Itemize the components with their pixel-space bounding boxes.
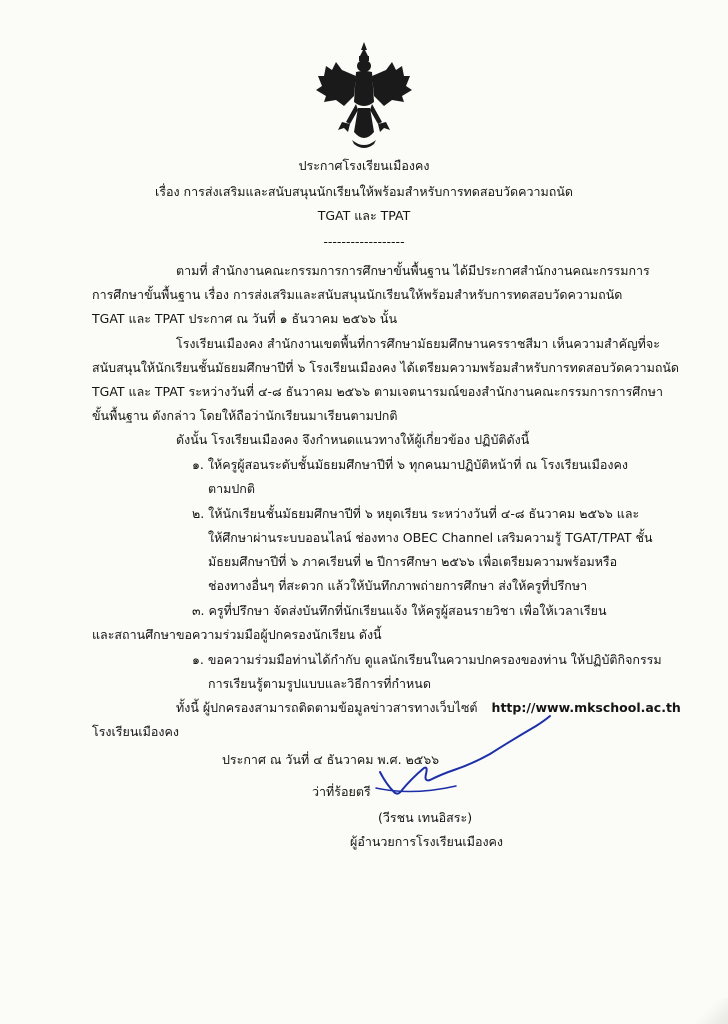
document-title: ประกาศโรงเรียนเมืองคง (298, 158, 430, 173)
paragraph-3: ดังนั้น โรงเรียนเมืองคง จึงกำหนดแนวทางให้ผู้เกี่ยวข้อง ปฏิบัติดังนี้ (176, 432, 530, 447)
paragraph-5-line-2: โรงเรียนเมืองคง (92, 724, 179, 739)
paragraph-5-text: ทั้งนี้ ผู้ปกครองสามารถติดตามข้อมูลข่าวสารทางเว็บไซต์ (176, 700, 478, 715)
paragraph-2-line-2: สนับสนุนให้นักเรียนชั้นมัธยมศึกษาปีที่ ๖ โรงเรียนเมืองคง ได้เตรียมความพร้อมสำหรับการทดสอบวัดความถนัด (92, 360, 680, 375)
paragraph-1-line-3: TGAT และ TPAT ประกาศ ณ วันที่ ๑ ธันวาคม ๒๕๖๖ นั้น (92, 311, 398, 326)
paragraph-4: และสถานศึกษาขอความร่วมมือผู้ปกครองนักเรียน ดังนี้ (92, 627, 382, 642)
garuda-emblem-icon (314, 40, 414, 152)
announcement-date: ประกาศ ณ วันที่ ๔ ธันวาคม พ.ศ. ๒๕๖๖ (222, 752, 440, 767)
paragraph-2-line-3: TGAT และ TPAT ระหว่างวันที่ ๔-๘ ธันวาคม ๒๕๖๖ ตามเจตนารมณ์ของสำนักงานคณะกรรมการการศึกษา (92, 384, 664, 399)
item-2-line-2: ให้ศึกษาผ่านระบบออนไลน์ ช่องทาง OBEC Channel เสริมความรู้ TGAT/TPAT ชั้น (208, 530, 653, 545)
parent-item-1-line-2: การเรียนรู้ตามรูปแบบและวิธีการที่กำหนด (208, 676, 431, 691)
item-2-line-1: ๒. ให้นักเรียนชั้นมัธยมศึกษาปีที่ ๖ หยุดเรียน ระหว่างวันที่ ๔-๘ ธันวาคม ๒๕๖๖ และ (192, 506, 640, 521)
signer-name: (วีรชน เทนอิสระ) (378, 810, 473, 825)
item-2-line-3: มัธยมศึกษาปีที่ ๖ ภาคเรียนที่ ๒ ปีการศึกษา ๒๕๖๖ เพื่อเตรียมความพร้อมหรือ (208, 554, 618, 569)
page-corner (694, 998, 728, 1024)
item-3-line-1: ๓. ครูที่ปรึกษา จัดส่งบันทึกที่นักเรียนแจ้ง ให้ครูผู้สอนรายวิชา เพื่อให้เวลาเรียน (192, 603, 607, 618)
website-link[interactable]: http://www.mkschool.ac.th (491, 700, 681, 715)
subject-line: เรื่อง การส่งเสริมและสนับสนุนนักเรียนให้พร้อมสำหรับการทดสอบวัดความถนัด (154, 184, 573, 199)
parent-item-1-line-1: ๑. ขอความร่วมมือท่านได้กำกับ ดูแลนักเรียนในความปกครองของท่าน ให้ปฏิบัติกิจกรรม (192, 652, 662, 667)
divider: ------------------ (323, 234, 405, 249)
paragraph-1-line-1: ตามที่ สำนักงานคณะกรรมการการศึกษาขั้นพื้นฐาน ได้มีประกาศสำนักงานคณะกรรมการ (176, 263, 650, 278)
item-1-line-2: ตามปกติ (208, 481, 255, 496)
item-2-line-4: ช่องทางอื่นๆ ที่สะดวก แล้วให้บันทึกภาพถ่ายการศึกษา ส่งให้ครูที่ปรึกษา (208, 578, 588, 593)
paragraph-1-line-2: การศึกษาขั้นพื้นฐาน เรื่อง การส่งเสริมและสนับสนุนนักเรียนให้พร้อมสำหรับการทดสอบวัดความถนัด (92, 287, 623, 302)
paragraph-2-line-4: ขั้นพื้นฐาน ดังกล่าว โดยให้ถือว่านักเรียนมาเรียนตามปกติ (92, 408, 398, 423)
paragraph-2-line-1: โรงเรียนเมืองคง สำนักงานเขตพื้นที่การศึกษามัธยมศึกษานครราชสีมา เห็นความสำคัญที่จะ (176, 336, 660, 351)
signer-position: ผู้อำนวยการโรงเรียนเมืองคง (350, 834, 504, 849)
subject-line-2: TGAT และ TPAT (317, 208, 411, 223)
item-1-line-1: ๑. ให้ครูผู้สอนระดับชั้นมัธยมศึกษาปีที่ ๖ ทุกคนมาปฏิบัติหน้าที่ ณ โรงเรียนเมืองคง (192, 457, 628, 472)
signer-rank: ว่าที่ร้อยตรี (312, 784, 371, 799)
